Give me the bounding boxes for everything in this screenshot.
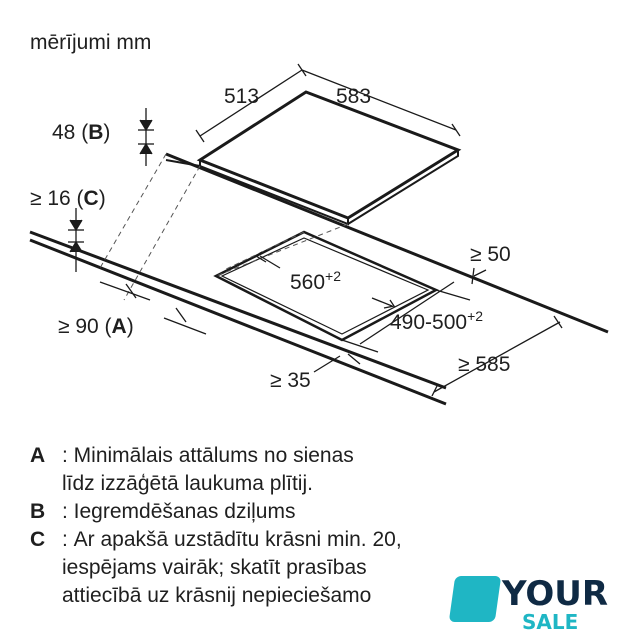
dim-right-clearance: ≥ 50 bbox=[470, 243, 511, 266]
watermark-logo bbox=[452, 572, 612, 632]
dim-gap-c: ≥ 16 (C) bbox=[30, 187, 106, 210]
logo-word-sale: SALE bbox=[522, 610, 579, 634]
legend-cont-c1: iespējams vairāk; skatīt prasības bbox=[62, 556, 367, 579]
dim-gap-c-key: C bbox=[83, 187, 99, 210]
legend-cont-a: līdz izzāģētā laukuma plītij. bbox=[62, 472, 313, 495]
dim-gap-c-value: ≥ 16 bbox=[30, 187, 71, 210]
legend-key-a: A bbox=[30, 444, 46, 467]
dim-depth-b: 48 (B) bbox=[52, 121, 111, 144]
units-label: mērījumi mm bbox=[30, 31, 152, 54]
legend-text-a: Minimālais attālums no sienas bbox=[73, 444, 354, 467]
dim-side-clearance: ≥ 585 bbox=[458, 353, 511, 376]
legend-text-b: Iegremdēšanas dziļums bbox=[73, 500, 296, 523]
dim-depth-top: 583 bbox=[336, 85, 372, 108]
dim-wall-distance-value: ≥ 90 bbox=[58, 315, 99, 338]
legend-item-b: B : Iegremdēšanas dziļums bbox=[30, 498, 402, 526]
legend bbox=[30, 442, 402, 610]
dimension-lines bbox=[68, 64, 562, 396]
dim-wall-distance-key: A bbox=[111, 315, 127, 338]
dim-depth-b-value: 48 bbox=[52, 121, 76, 144]
dim-cutout-depth-tol: +2 bbox=[467, 308, 484, 324]
dim-cutout-depth bbox=[390, 308, 484, 334]
legend-cont-c2: attiecībā uz krāsnij nepieciešamo bbox=[62, 584, 372, 607]
dim-cutout-depth-value: 490-500 bbox=[390, 311, 468, 334]
dim-depth-b-key: B bbox=[88, 121, 104, 144]
hob-appliance bbox=[200, 92, 458, 224]
dim-cutout-width-tol: +2 bbox=[325, 268, 342, 284]
logo-word-your: YOUR bbox=[502, 574, 609, 614]
dim-wall-distance: ≥ 90 (A) bbox=[58, 315, 134, 338]
legend-item-c: C : Ar apakšā uzstādītu krāsni min. 20, bbox=[30, 526, 402, 554]
dim-cutout-width bbox=[290, 268, 342, 294]
legend-item-a: A : Minimālais attālums no sienas bbox=[30, 442, 402, 470]
dim-cutout-width-value: 560 bbox=[290, 271, 326, 294]
dim-front-clearance: ≥ 35 bbox=[270, 369, 311, 392]
shopping-bag-icon bbox=[449, 576, 501, 622]
legend-text-c: Ar apakšā uzstādītu krāsni min. 20, bbox=[73, 528, 402, 551]
dim-width-top: 513 bbox=[224, 85, 260, 108]
legend-key-b: B bbox=[30, 500, 46, 523]
legend-key-c: C bbox=[30, 528, 46, 551]
